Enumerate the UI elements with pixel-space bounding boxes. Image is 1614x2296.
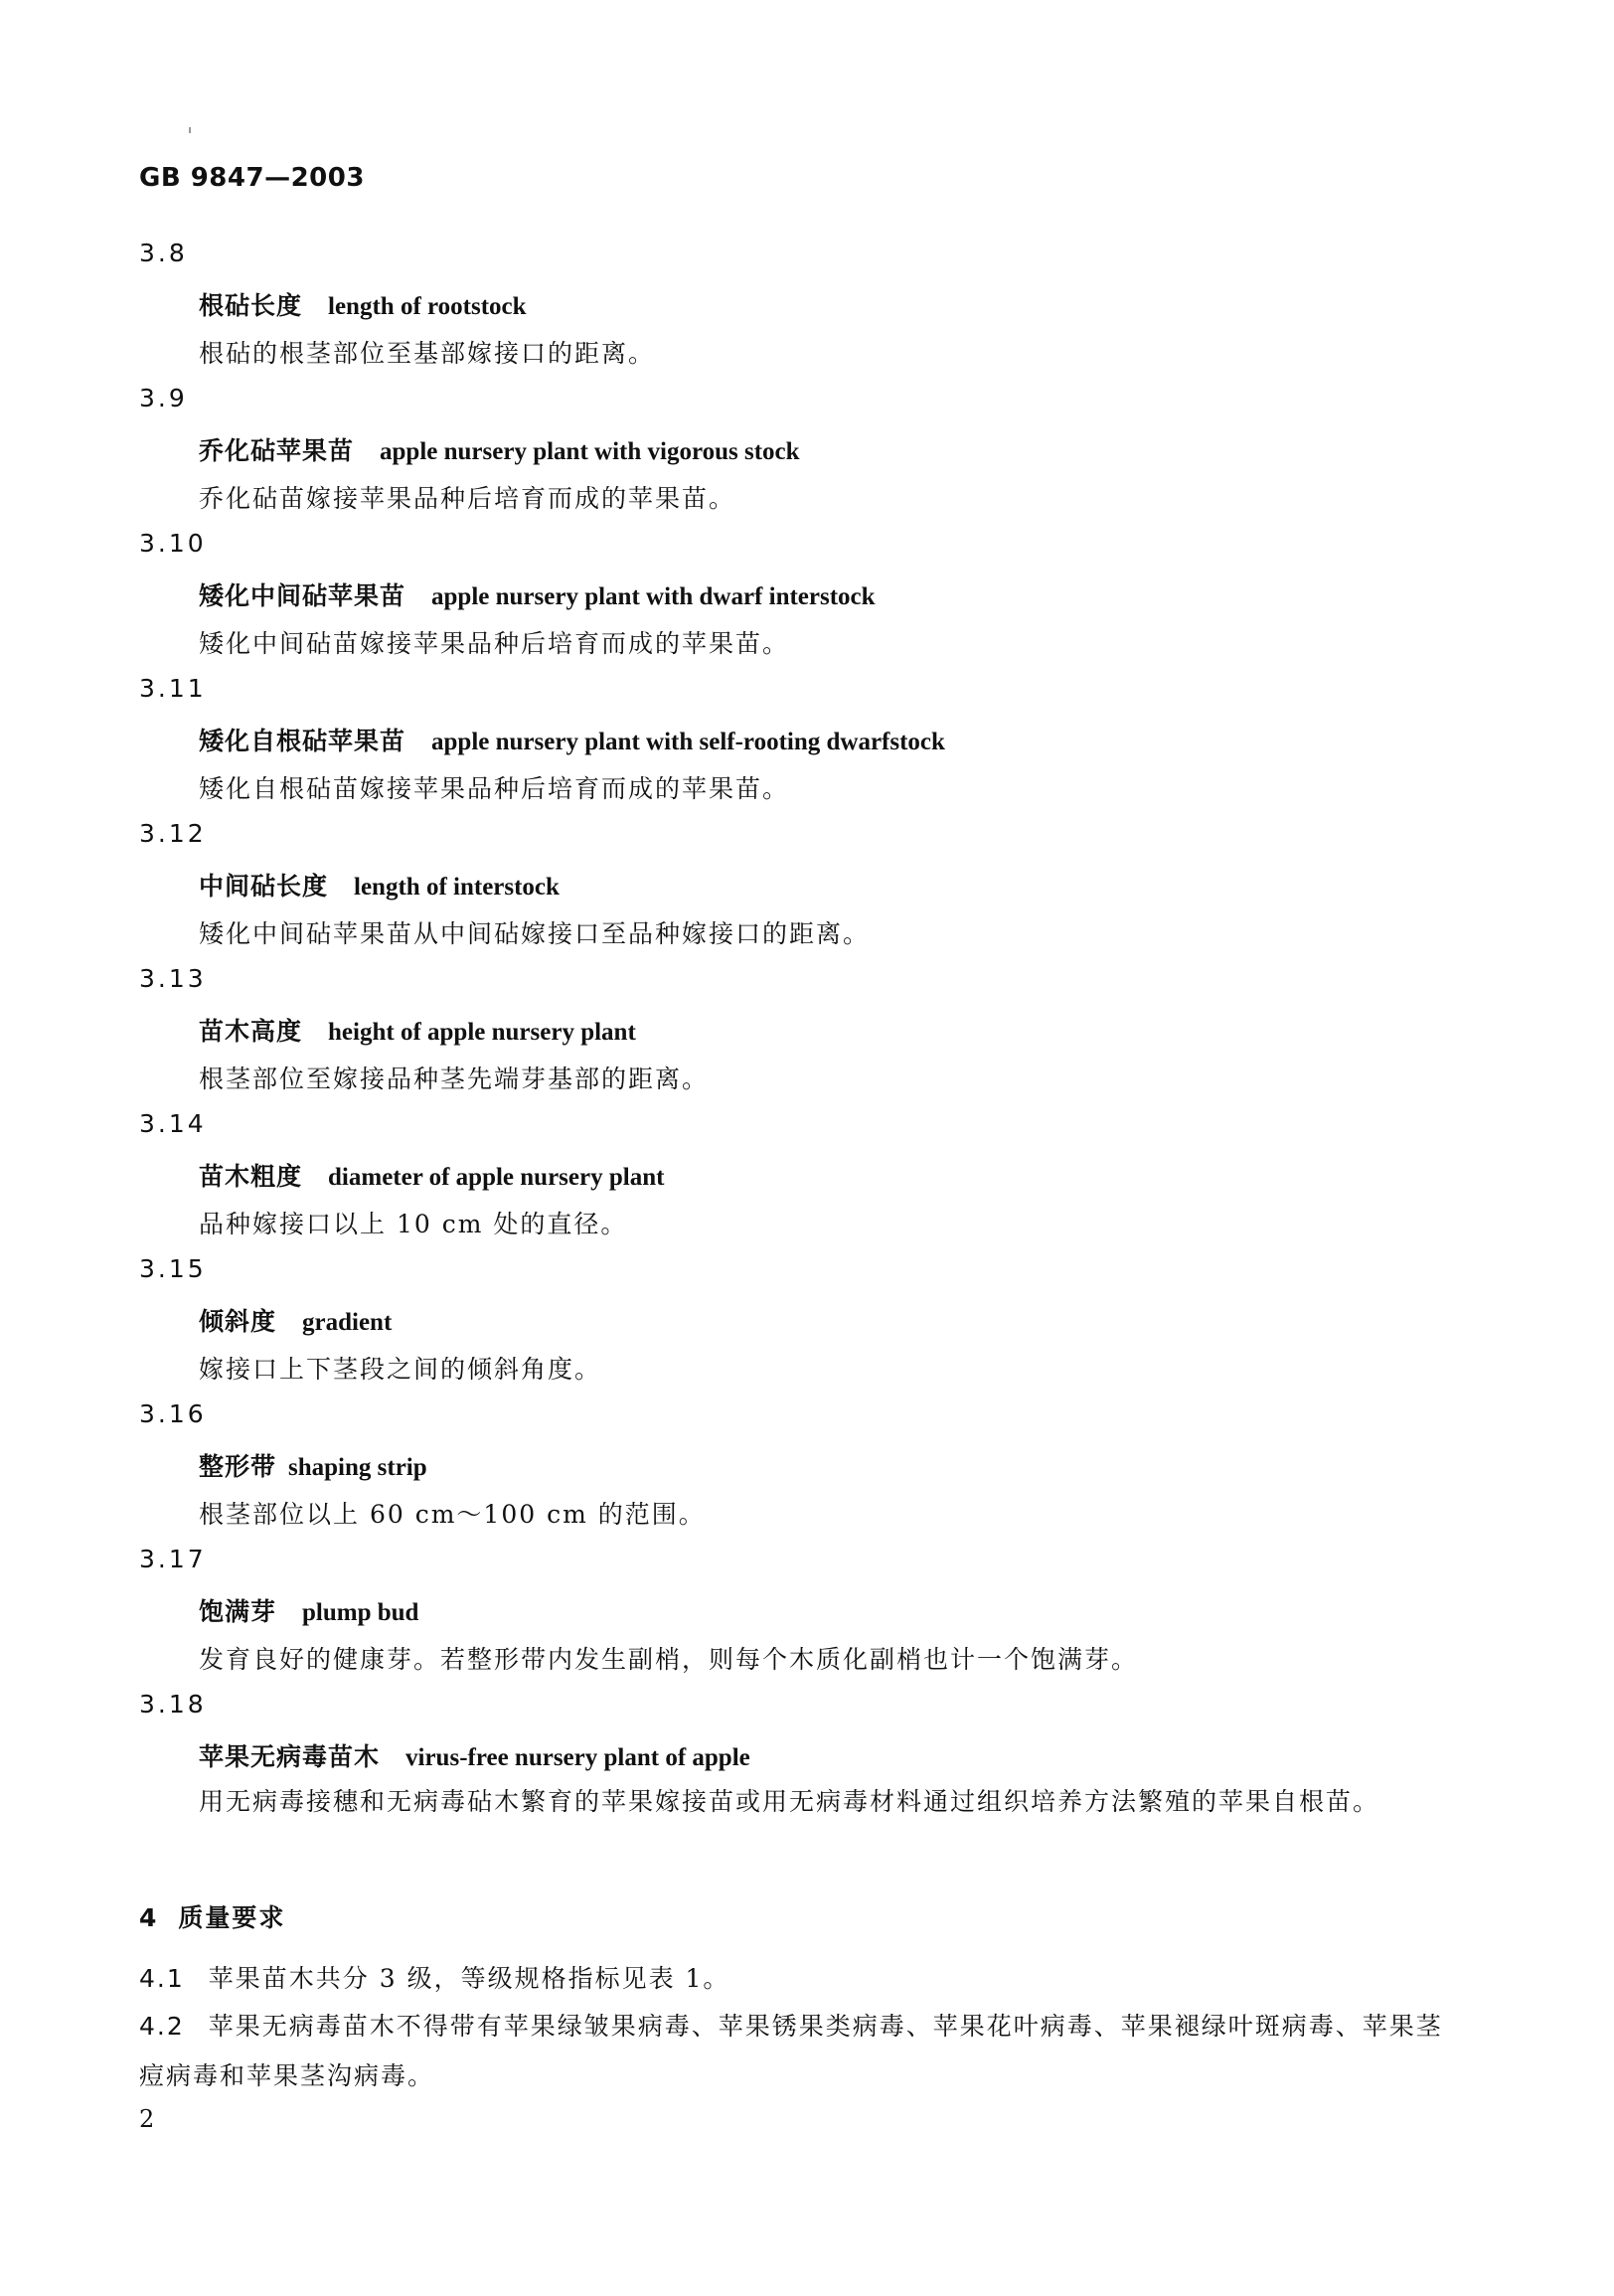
term-entry: [139, 964, 1451, 1109]
clause: [139, 1954, 1451, 2004]
term-definition: 乔化砧苗嫁接苹果品种后培育而成的苹果苗。: [199, 484, 736, 513]
term-number: 3.14: [139, 1109, 207, 1138]
term-chinese: 苗木高度: [199, 1017, 303, 1046]
chapter-heading: [139, 1898, 285, 1934]
term-definition: 嫁接口上下茎段之间的倾斜角度。: [199, 1355, 602, 1384]
term-english: virus-free nursery plant of apple: [405, 1744, 750, 1771]
term-definition: 品种嫁接口以上 10 cm 处的直径。: [199, 1210, 628, 1238]
term-english: shaping strip: [288, 1454, 427, 1481]
term-english: height of apple nursery plant: [328, 1019, 636, 1046]
term-definition: 根茎部位以上 60 cm～100 cm 的范围。: [199, 1500, 706, 1529]
term-chinese: 整形带: [199, 1452, 277, 1481]
term-definition: 用无病毒接穗和无病毒砧木繁育的苹果嫁接苗或用无病毒材料通过组织培养方法繁殖的苹果自根苗。: [199, 1787, 1380, 1816]
term-entry: [139, 1399, 1451, 1545]
term-chinese: 中间砧长度: [199, 872, 329, 901]
term-number: 3.16: [139, 1399, 207, 1428]
page-number: 2: [139, 2105, 155, 2133]
term-chinese: 矮化自根砧苹果苗: [199, 727, 406, 755]
term-title: [199, 1592, 418, 1628]
term-title: [199, 1157, 664, 1193]
term-number: 3.10: [139, 529, 207, 558]
term-chinese: 苹果无病毒苗木: [199, 1742, 381, 1771]
terms-list: [139, 239, 1451, 1835]
term-english: length of rootstock: [328, 293, 527, 320]
term-english: apple nursery plant with vigorous stock: [380, 438, 800, 465]
document-code: GB 9847—2003: [139, 163, 365, 193]
term-number: 3.18: [139, 1690, 207, 1719]
term-entry: [139, 239, 1451, 384]
scan-artifact: [189, 127, 191, 133]
term-english: apple nursery plant with self-rooting dwarfstock: [431, 729, 945, 755]
term-entry: [139, 529, 1451, 674]
term-chinese: 饱满芽: [199, 1597, 277, 1626]
term-chinese: 矮化中间砧苹果苗: [199, 581, 406, 610]
clause-text: 苹果无病毒苗木不得带有苹果绿皱果病毒、苹果锈果类病毒、苹果花叶病毒、苹果褪绿叶斑病毒、苹果茎痘病毒和苹果茎沟病毒。: [139, 2012, 1443, 2090]
term-number: 3.11: [139, 674, 207, 703]
term-chinese: 乔化砧苹果苗: [199, 436, 355, 465]
term-entry: [139, 1690, 1451, 1835]
term-title: [199, 286, 527, 322]
term-entry: [139, 1545, 1451, 1690]
term-title: [199, 1447, 427, 1483]
term-english: diameter of apple nursery plant: [328, 1164, 665, 1191]
term-number: 3.17: [139, 1545, 207, 1573]
term-entry: [139, 1109, 1451, 1254]
clause-text: 苹果苗木共分 3 级，等级规格指标见表 1。: [208, 1964, 730, 1993]
term-title: [199, 1302, 392, 1338]
term-entry: [139, 819, 1451, 964]
term-entry: [139, 384, 1451, 529]
term-definition: 发育良好的健康芽。若整形带内发生副梢，则每个木质化副梢也计一个饱满芽。: [199, 1645, 1139, 1674]
term-english: apple nursery plant with dwarf interstock: [431, 583, 876, 610]
term-definition: 矮化自根砧苗嫁接苹果品种后培育而成的苹果苗。: [199, 774, 790, 803]
term-definition: 根砧的根茎部位至基部嫁接口的距离。: [199, 339, 656, 368]
term-title: [199, 576, 876, 612]
term-title: [199, 1012, 636, 1048]
term-definition: 矮化中间砧苹果苗从中间砧嫁接口至品种嫁接口的距离。: [199, 919, 871, 948]
clause-number: 4.2: [139, 2012, 185, 2041]
chapter-title: 质量要求: [178, 1903, 286, 1932]
term-number: 3.9: [139, 384, 188, 412]
term-title: [199, 431, 800, 467]
chapter-number: 4: [139, 1903, 159, 1932]
term-title: [199, 867, 560, 902]
term-english: length of interstock: [354, 874, 560, 901]
term-definition: 矮化中间砧苗嫁接苹果品种后培育而成的苹果苗。: [199, 629, 790, 658]
term-number: 3.15: [139, 1254, 207, 1283]
term-chinese: 倾斜度: [199, 1307, 277, 1336]
term-entry: [139, 674, 1451, 819]
term-english: plump bud: [302, 1599, 419, 1626]
term-number: 3.13: [139, 964, 207, 993]
term-english: gradient: [302, 1309, 393, 1336]
clause: [139, 2002, 1451, 2101]
term-number: 3.12: [139, 819, 207, 848]
term-number: 3.8: [139, 239, 188, 267]
clause-number: 4.1: [139, 1964, 185, 1993]
term-entry: [139, 1254, 1451, 1399]
term-title: [199, 1737, 750, 1773]
term-title: [199, 722, 945, 757]
term-chinese: 苗木粗度: [199, 1162, 303, 1191]
term-chinese: 根砧长度: [199, 291, 303, 320]
term-definition: 根茎部位至嫁接品种茎先端芽基部的距离。: [199, 1065, 710, 1093]
